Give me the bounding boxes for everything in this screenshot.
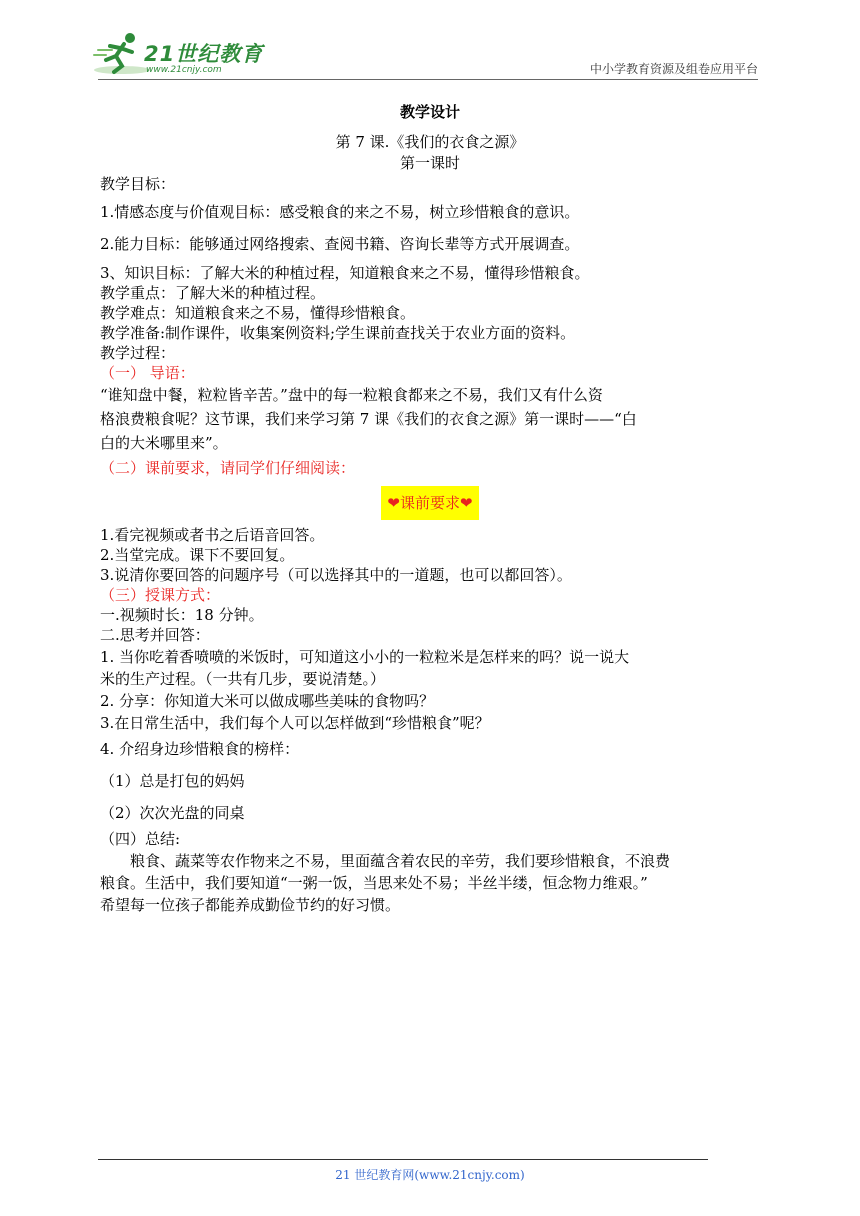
doc-subtitle: 第 7 课.《我们的衣食之源》 <box>335 133 525 151</box>
highlight-box-wrap <box>100 486 760 520</box>
summary-line-2: 粮食。生活中，我们要知道“一粥一饭，当思来处不易；半丝半缕，恒念物力维艰。” <box>100 874 648 892</box>
goal-3: 3、知识目标：了解大米的种植过程，知道粮食来之不易，懂得珍惜粮食。 <box>100 264 590 282</box>
section-1-heading: （一） 导语： <box>100 364 195 382</box>
document-body <box>100 102 760 915</box>
requirement-1: 1.看完视频或者书之后语音回答。 <box>100 526 325 544</box>
runner-icon <box>92 30 152 76</box>
key-point: 教学重点：了解大米的种植过程。 <box>100 284 326 302</box>
intro-line-3: 白的大米哪里来”。 <box>100 434 228 452</box>
requirement-3: 3.说清你要回答的问题序号（可以选择其中的一道题，也可以都回答）。 <box>100 566 572 584</box>
summary-line-3: 希望每一位孩子都能养成勤俭节约的好习惯。 <box>100 896 401 914</box>
method-2: 二.思考并回答： <box>100 626 210 644</box>
question-2: 2. 分享：你知道大米可以做成哪些美味的食物吗？ <box>100 692 435 710</box>
question-4: 4. 介绍身边珍惜粮食的榜样： <box>100 740 300 758</box>
difficulty: 教学难点：知道粮食来之不易，懂得珍惜粮食。 <box>100 304 416 322</box>
requirement-2: 2.当堂完成。课下不要回复。 <box>100 546 295 564</box>
method-1: 一.视频时长：18 分钟。 <box>100 606 264 624</box>
header-divider <box>98 79 758 80</box>
question-3: 3.在日常生活中，我们每个人可以怎样做到“珍惜粮食”呢？ <box>100 714 490 732</box>
section-3-heading: （三）授课方式： <box>100 586 221 604</box>
page-header <box>0 0 860 90</box>
goal-2: 2.能力目标：能够通过网络搜索、查阅书籍、咨询长辈等方式开展调查。 <box>100 235 580 253</box>
intro-line-1: “谁知盘中餐，粒粒皆辛苦。”盘中的每一粒粮食都来之不易，我们又有什么资 <box>100 386 603 404</box>
example-1: （1）总是打包的妈妈 <box>100 772 245 790</box>
question-1-line-2: 米的生产过程。（一共有几步，要说清楚。） <box>100 670 386 688</box>
logo-text: 21世纪教育 <box>144 42 264 66</box>
logo-url: www.21cnjy.com <box>146 65 222 75</box>
footer-divider <box>98 1159 708 1160</box>
highlight-requirements: ❤课前要求❤ <box>381 486 478 520</box>
process-heading: 教学过程： <box>100 344 176 362</box>
goals-heading: 教学目标： <box>100 175 176 193</box>
question-1-line-1: 1. 当你吃着香喷喷的米饭时，可知道这小小的一粒粒米是怎样来的吗？说一说大 <box>100 648 630 666</box>
example-2: （2）次次光盘的同桌 <box>100 804 245 822</box>
summary-line-1: 粮食、蔬菜等农作物来之不易，里面蕴含着农民的辛劳，我们要珍惜粮食，不浪费 <box>130 852 671 870</box>
intro-line-2: 格浪费粮食呢？这节课，我们来学习第 7 课《我们的衣食之源》第一课时——“白 <box>100 410 637 428</box>
section-2-heading: （二）课前要求，请同学们仔细阅读： <box>100 459 356 477</box>
doc-period: 第一课时 <box>399 154 460 172</box>
section-4-heading: （四）总结: <box>100 830 181 848</box>
goal-1: 1.情感态度与价值观目标：感受粮食的来之不易，树立珍惜粮食的意识。 <box>100 203 580 221</box>
doc-title: 教学设计 <box>399 103 460 121</box>
footer-source: 21 世纪教育网(www.21cnjy.com) <box>335 1168 525 1182</box>
header-platform-text: 中小学教育资源及组卷应用平台 <box>589 62 758 76</box>
logo <box>92 30 262 80</box>
preparation: 教学准备:制作课件，收集案例资料;学生课前查找关于农业方面的资料。 <box>100 324 576 342</box>
